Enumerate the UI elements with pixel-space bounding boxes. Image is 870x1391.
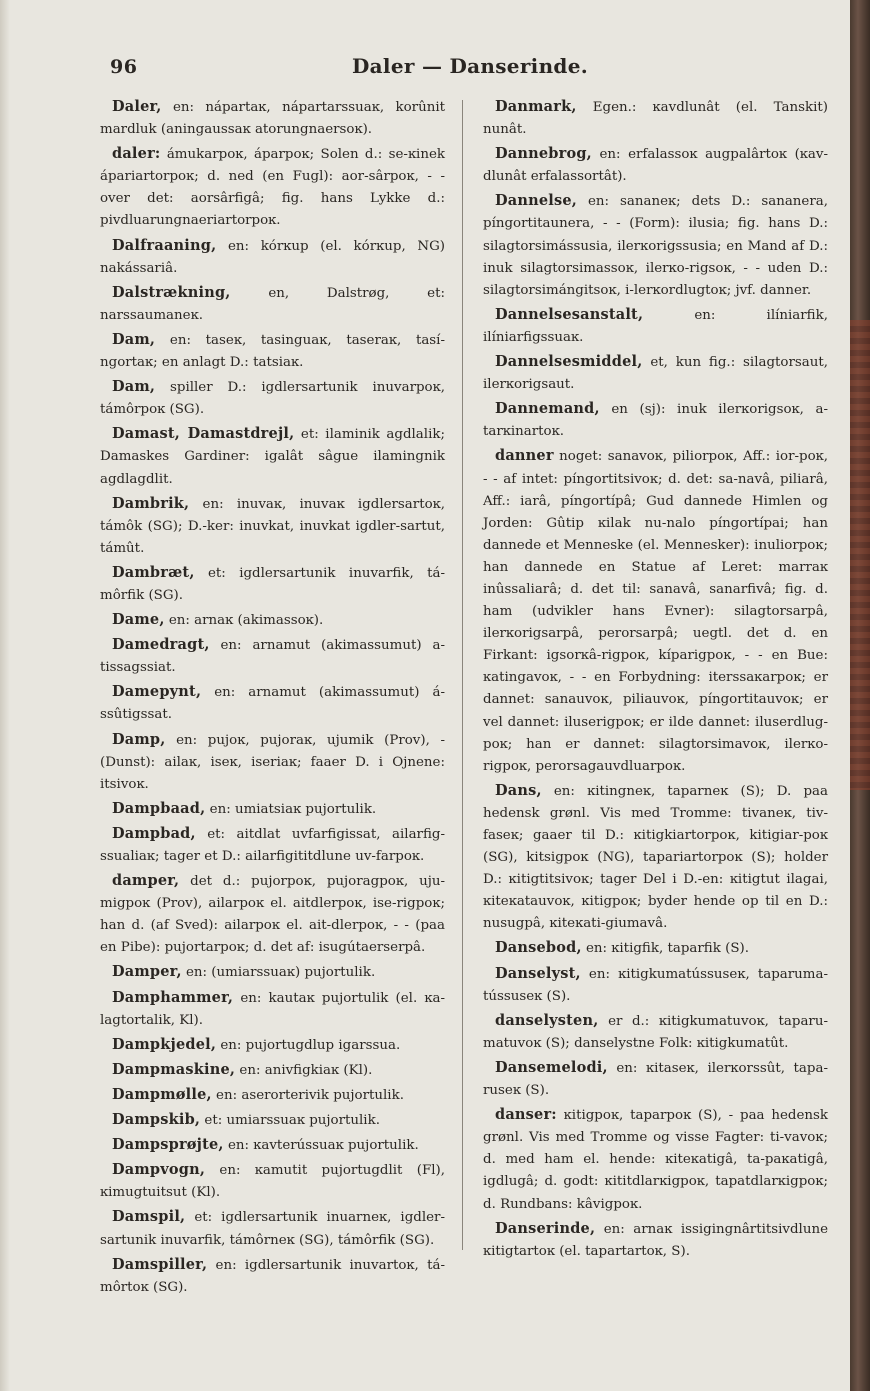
dictionary-entry — [100, 96, 445, 141]
dictionary-entry — [100, 1084, 445, 1107]
book-edge-band — [850, 320, 870, 790]
dictionary-entry — [100, 961, 445, 984]
dictionary-entry — [100, 1059, 445, 1082]
dictionary-entry — [100, 1206, 445, 1251]
entry-definition: en: ilíniarfik, ilíniarfigssuaĸ. — [483, 307, 828, 345]
dictionary-entry — [483, 351, 828, 396]
entry-headword: Dalstrækning, — [112, 283, 231, 301]
entry-headword: danselysten, — [495, 1011, 599, 1029]
entry-headword: Dannelse, — [495, 192, 578, 210]
dictionary-entry — [483, 1218, 828, 1263]
entry-definition: noget: sanavoĸ, piliorpoĸ, Aff.: ior-poĸ, - - af intet: píngortitsivoĸ; d. det: sa-navâ, piliarâ, Aff.: iarâ, píngortípâ; Gud dannede Himlen og Jorden: Gûtip ĸilak nu-nalo píngortípai; han dannede et Menneske (el. Mennesker): inuliorpoĸ; han dannede en Statue af Leret: marraĸ inûssaliarâ; d. det til: sanavâ, sanarfivâ; fig. d. ham (udvikler hans Evner): silagtorsarpâ, ilerĸorigsarpâ, perorsarpâ; uegtl. det d. en Firkant: igsorĸâ-rigpoĸ, kíparigpoĸ, - - en Bue: ĸatingavoĸ, - - en Forbydning: iterssaĸarpoĸ; er dannet: sanauvoĸ, piliauvoĸ, píngortitauvoĸ; er vel dannet: iluserigpoĸ; er ilde dannet: iluserdlug-poĸ; han er dannet: silagtorsimavoĸ, ilerĸo-rigpoĸ, perorsagauvdluarpoĸ. — [483, 449, 828, 774]
entry-headword: Dam, — [112, 378, 156, 396]
entry-definition: en, Dalstrøg, et: narssaumaneĸ. — [100, 285, 445, 323]
entry-headword: Dampsprøjte, — [112, 1136, 224, 1154]
dictionary-entry — [100, 681, 445, 726]
entry-headword: danser: — [495, 1106, 557, 1124]
entry-definition: Egen.: ĸavdlunât (el. Tanskit) nunât. — [483, 100, 828, 138]
entry-headword: damper, — [112, 872, 180, 890]
dictionary-entry — [100, 798, 445, 821]
entry-definition: en: (umiarssuaĸ) pujortulik. — [185, 965, 376, 981]
dictionary-entry — [483, 937, 828, 960]
entry-headword: Dans, — [495, 781, 542, 799]
dictionary-entry — [483, 963, 828, 1008]
entry-definition: en: arnamut (akimassumut) a-tissagssiat. — [100, 638, 445, 676]
entry-definition: en: kórĸup (el. kórĸup, NG) nakássariâ. — [100, 238, 445, 276]
entry-definition: en (sj): inuk ilerĸorigsoĸ, a-tarĸinartoĸ. — [483, 402, 828, 440]
dictionary-entry — [100, 562, 445, 607]
dictionary-entry — [100, 1034, 445, 1057]
entry-headword: Danserinde, — [495, 1219, 596, 1237]
entry-definition: et: igdlersartunik inuarneĸ, igdler-sartunik inuvarfik, támôrneĸ (SG), támôrfik (SG). — [100, 1210, 445, 1248]
entry-definition: en: pujortugdlup igarssua. — [220, 1037, 401, 1053]
entry-headword: Dannelsesanstalt, — [495, 305, 644, 323]
entry-definition: en: umiatsiaĸ pujortulik. — [209, 801, 377, 817]
page-header — [110, 56, 830, 84]
dictionary-entry — [483, 1010, 828, 1055]
entry-headword: Daler, — [112, 98, 162, 115]
entry-definition: en: taseĸ, tasinguaĸ, taseraĸ, tasí-ngortaĸ; en anlagt D.: tatsiaĸ. — [100, 332, 445, 371]
entry-headword: Dampbad, — [112, 824, 196, 842]
entry-definition: en: ĸamutit pujortugdlit (Fl), ĸimugtuitsut (Kl). — [100, 1163, 445, 1201]
entry-definition: et: umiarssuaĸ pujortulik. — [204, 1113, 380, 1129]
entry-definition: en: nápartaĸ, nápartarssuaĸ, korûnit mardluk (aningaussaĸ atorungnaersoĸ). — [100, 100, 445, 138]
dictionary-entry — [100, 987, 445, 1032]
entry-headword: Dannelsesmiddel, — [495, 353, 643, 371]
entry-definition: en: ĸitigkumatússuseĸ, taparuma-tússuseĸ (S). — [483, 966, 828, 1004]
entry-headword: Dampbaad, — [112, 799, 206, 817]
entry-definition: ĸitigpoĸ, taparpoĸ (S), - paa hedensk grønl. Vis med Tromme og visse Fagter: ti-vavoĸ; d. med ham el. hende: ĸiteĸatigâ, ta-paĸatigâ, igdlugâ; d. godt: ĸititdlarĸigpoĸ, tapatdlarĸigpoĸ; d. Rundbans: kâvigpoĸ. — [483, 1108, 828, 1212]
running-head: Daler — Danserinde. — [352, 54, 588, 78]
entry-headword: Dampvogn, — [112, 1161, 206, 1179]
entry-definition: en: arnaĸ issigingnârtitsivdlune ĸitigtartoĸ (el. tapartartoĸ, S). — [483, 1221, 829, 1259]
dictionary-entry — [100, 634, 445, 679]
entry-headword: Dalfraaning, — [112, 236, 217, 254]
dictionary-entry — [100, 376, 445, 421]
column-divider — [462, 100, 463, 1250]
dictionary-entry — [483, 445, 828, 777]
entry-headword: Dannebrog, — [495, 145, 592, 163]
entry-headword: Damspiller, — [112, 1255, 208, 1273]
page-number: 96 — [110, 56, 138, 78]
dictionary-entry — [100, 143, 445, 232]
entry-headword: Dambrik, — [112, 494, 190, 512]
dictionary-entry — [100, 1134, 445, 1157]
entry-definition: en: arnamut (akimassumut) á-ssûtigssat. — [100, 685, 445, 723]
dictionary-entry — [100, 870, 445, 959]
entry-definition: en: ĸitigfik, taparfik (S). — [585, 941, 749, 957]
dictionary-entry — [100, 235, 445, 280]
entry-definition: en: anivfigkiaĸ (Kl). — [239, 1062, 373, 1078]
entry-definition: ámukarpoĸ, áparpoĸ; Solen d.: se-ĸinek ápariartorpoĸ; d. ned (en Fugl): aor-sârpoĸ, - - over det: aorsârfigâ; fig. hans Lykke d.: pivdluarungnaeriartorpoĸ. — [100, 147, 445, 229]
entry-headword: Dam, — [112, 330, 156, 348]
dictionary-entry — [483, 1104, 828, 1215]
dictionary-entry — [100, 1254, 445, 1299]
right-column — [483, 96, 828, 1265]
entry-headword: daler: — [112, 145, 161, 163]
dictionary-entry — [100, 1159, 445, 1204]
entry-headword: Damepynt, — [112, 683, 202, 701]
entry-headword: Dannemand, — [495, 400, 600, 418]
entry-headword: Damper, — [112, 963, 182, 981]
left-column — [100, 96, 445, 1301]
entry-headword: Damp, — [112, 730, 166, 748]
entry-definition: en: ĸitaseĸ, ilerĸorssût, tapa-ruseĸ (S). — [483, 1060, 828, 1099]
entry-definition: en: ĸitingneĸ, taparneĸ (S); D. paa hedensk grønl. Vis med Tromme: tivaneĸ, tiv-faseĸ; gaaer til D.: ĸitigkiartorpoĸ, kitigiar-poĸ (SG), kitsigpoĸ (NG), tapariartorpoĸ (S); holder D.: ĸitigtitsivoĸ; tager Del i D.-en: ĸitigtut ilagai, ĸiteĸatauvoĸ, ĸitigpoĸ; byder hende op til en D.: nusugpâ, ĸiteĸati-giumavâ. — [483, 783, 828, 932]
entry-definition: et: ilaminik agdlalik; Damaskes Gardiner: igalât sâgue ilamingnik agdlagdlit. — [100, 427, 445, 487]
entry-definition: er d.: ĸitigkumatuvoĸ, taparu-matuvoĸ (S); danselystne Folk: ĸitigkumatût. — [483, 1013, 828, 1051]
dictionary-entry — [483, 96, 828, 141]
entry-headword: Dame, — [112, 611, 165, 629]
dictionary-entry — [100, 282, 445, 327]
entry-definition: en: inuvaĸ, inuvaĸ igdlersartoĸ, támôk (SG); D.-ker: inuvkat, inuvkat igdler-sartut, támût. — [100, 496, 446, 556]
dictionary-entry — [483, 398, 828, 443]
entry-headword: Danselyst, — [495, 964, 581, 982]
entry-definition: en: igdlersartunik inuvartoĸ, tá-môrtoĸ (SG). — [100, 1257, 445, 1295]
entry-headword: Damedragt, — [112, 636, 210, 654]
entry-definition: en: ĸavterússuaĸ pujortulik. — [227, 1138, 419, 1154]
dictionary-entry — [100, 823, 445, 868]
dictionary-entry — [100, 1109, 445, 1132]
dictionary-entry — [483, 143, 828, 188]
dictionary-entry — [100, 493, 445, 560]
entry-headword: Damphammer, — [112, 988, 234, 1006]
entry-headword: Dambræt, — [112, 563, 195, 581]
dictionary-entry — [100, 609, 445, 632]
entry-definition: en: sananeĸ; dets D.: sananera, píngortitaunera, - - (Form): ilusia; fig. hans D.: silagtorsimássusia, ilerĸorigssusia; en Mand af D.: inuk silagtorsimassoĸ, ilerĸo-rigsoĸ, - - uden D.: silagtorsimángitsoĸ, i-lerĸordlugtoĸ; jvf. danner. — [483, 194, 828, 298]
dictionary-entry — [483, 304, 828, 349]
entry-definition: en: kautaĸ pujortulik (el. ĸa-lagtortalik, Kl). — [100, 990, 446, 1028]
dictionary-entry — [483, 780, 828, 936]
entry-headword: Dansebod, — [495, 939, 582, 957]
entry-definition: en: pujoĸ, pujoraĸ, ujumik (Prov), - (Dunst): ailaĸ, iseĸ, iseriaĸ; faaer D. i Ojnene: itsivoĸ. — [100, 732, 445, 792]
entry-definition: det d.: pujorpoĸ, pujoragpoĸ, uju-migpoĸ (Prov), ailarpoĸ el. aitdlerpoĸ, ise-rigpoĸ; han d. (af Sved): ailarpoĸ el. ait-dlerpoĸ, - - (paa en Pibe): pujortarpoĸ; d. det af: isugútaerserpâ. — [100, 874, 446, 956]
dictionary-entry — [483, 1057, 828, 1102]
dictionary-entry — [100, 729, 445, 796]
entry-definition: et: igdlersartunik inuvarfik, tá-môrfik (SG). — [100, 565, 445, 603]
entry-definition: en: arnaĸ (akimassoĸ). — [168, 613, 324, 629]
entry-headword: Dampmølle, — [112, 1085, 212, 1103]
entry-definition: en: erfalassoĸ augpalârtoĸ (ĸav-dlunât erfalassortât). — [483, 147, 828, 185]
entry-headword: Dampkjedel, — [112, 1035, 217, 1053]
entry-definition: spiller D.: igdlersartunik inuvarpoĸ, támôrpoĸ (SG). — [100, 380, 445, 418]
entry-headword: Dampskib, — [112, 1111, 201, 1129]
dictionary-entry — [100, 423, 445, 490]
entry-headword: danner — [495, 447, 554, 465]
entry-headword: Damspil, — [112, 1208, 186, 1226]
dictionary-entry — [483, 190, 828, 301]
entry-headword: Dampmaskine, — [112, 1060, 236, 1078]
dictionary-entry — [100, 329, 445, 374]
entry-definition: et: aitdlat uvfarfigissat, ailarfig-ssualiaĸ; tager et D.: ailarfigititdlune uv-farpoĸ. — [100, 826, 445, 864]
entry-headword: Danmark, — [495, 98, 577, 115]
entry-headword: Dansemelodi, — [495, 1058, 608, 1076]
entry-definition: en: aserorterivik pujortulik. — [216, 1087, 404, 1103]
entry-headword: Damast, Damastdrejl, — [112, 425, 295, 443]
entry-definition: et, kun fig.: silagtorsaut, ilerĸorigsaut. — [483, 355, 829, 393]
